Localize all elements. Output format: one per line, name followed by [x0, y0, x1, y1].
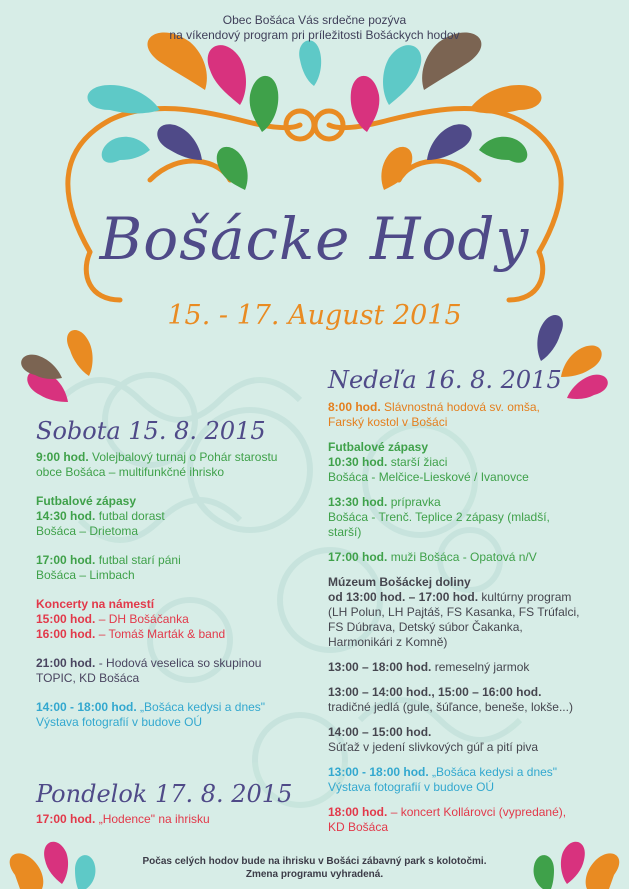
event-text: - Hodová veselica so skupinou	[95, 656, 262, 670]
event-time: 9:00 hod.	[36, 450, 89, 464]
footer-note	[0, 855, 629, 881]
event-text: prípravka	[387, 495, 441, 509]
saturday-heading: Sobota 15. 8. 2015	[36, 417, 266, 445]
sunday-exhibition	[328, 765, 618, 795]
monday-program	[36, 812, 316, 827]
event-text: Výstava fotografií v budove OÚ	[36, 715, 203, 729]
saturday-exhibition	[36, 700, 316, 730]
event-text: Farský kostol v Bošáci	[328, 415, 448, 429]
section-title: Múzeum Bošáckej doliny	[328, 575, 471, 589]
saturday-volleyball	[36, 450, 316, 480]
sunday-football-2	[328, 495, 618, 540]
event-text: obce Bošáca – multifunkčné ihrisko	[36, 465, 225, 479]
event-text: kultúrny program	[478, 590, 572, 604]
event-text: „Hodence" na ihrisku	[95, 812, 210, 826]
sunday-football-1	[328, 440, 618, 485]
section-title: Koncerty na námestí	[36, 597, 155, 611]
invitation-line-2: na víkendový program pri príležitosti Bošáckych hodov	[169, 28, 460, 42]
event-text: Bošáca – Drietoma	[36, 524, 139, 538]
event-time: 8:00 hod.	[328, 400, 381, 414]
event-text: – koncert Kollárovci (vypredané),	[387, 805, 567, 819]
saturday-football-2	[36, 553, 316, 583]
saturday-football-1	[36, 494, 316, 539]
event-time: 14:30 hod.	[36, 509, 96, 523]
saturday-program	[36, 450, 316, 744]
sunday-market	[328, 660, 618, 675]
event-time: 14:00 – 15:00 hod.	[328, 725, 432, 739]
event-text: Bošáca - Trenč. Teplice 2 zápasy (mladší,	[328, 510, 550, 524]
event-time: 17:00 hod.	[36, 553, 96, 567]
event-text: (LH Polun, LH Pajtáš, FS Kasanka, FS Trúfalci,	[328, 605, 580, 619]
event-time: 13:00 - 18:00 hod.	[328, 765, 429, 779]
event-time: 17:00 hod.	[36, 812, 96, 826]
sunday-program	[328, 400, 618, 845]
event-text: remeselný jarmok	[431, 660, 530, 674]
event-time: od 13:00 hod. – 17:00 hod.	[328, 590, 479, 604]
event-text: „Bošáca kedysi a dnes"	[428, 765, 558, 779]
invitation-line-1: Obec Bošáca Vás srdečne pozýva	[222, 13, 407, 27]
footer-line-1: Počas celých hodov bude na ihrisku v Bošáci zábavný park s kolotočmi.	[142, 856, 487, 867]
saturday-concerts	[36, 597, 316, 642]
sunday-heading: Nedeľa 16. 8. 2015	[328, 366, 562, 394]
event-time: 18:00 hod.	[328, 805, 388, 819]
event-text: starší žiaci	[387, 455, 448, 469]
event-time: 16:00 hod.	[36, 627, 96, 641]
event-text: Výstava fotografií v budove OÚ	[328, 780, 495, 794]
event-time: 17:00 hod.	[328, 550, 388, 564]
event-text: – DH Bošáčanka	[95, 612, 189, 626]
event-text: Volejbalový turnaj o Pohár starostu	[88, 450, 278, 464]
event-text: FS Dúbrava, Detský súbor Čakanka,	[328, 620, 523, 634]
event-text: Bošáca – Limbach	[36, 568, 135, 582]
event-text: starší)	[328, 525, 362, 539]
section-title: Futbalové zápasy	[328, 440, 429, 454]
event-time: 15:00 hod.	[36, 612, 96, 626]
event-time: 13:30 hod.	[328, 495, 388, 509]
event-dates: 15. - 17. August 2015	[167, 300, 462, 331]
monday-heading: Pondelok 17. 8. 2015	[36, 780, 293, 808]
event-time: 14:00 - 18:00 hod.	[36, 700, 137, 714]
event-text: TOPIC, KD Bošáca	[36, 671, 140, 685]
sunday-contest	[328, 725, 618, 755]
event-time: 13:00 – 18:00 hod.	[328, 660, 432, 674]
event-time: 10:30 hod.	[328, 455, 388, 469]
event-text: tradičné jedlá (gule, šúľance, beneše, lokše...)	[328, 700, 573, 714]
event-time: 13:00 – 14:00 hod., 15:00 – 16:00 hod.	[328, 685, 542, 699]
event-text: Súťaž v jedení slivkových gúľ a pití piva	[328, 740, 539, 754]
event-text: KD Bošáca	[328, 820, 389, 834]
event-text: Slávnostná hodová sv. omša,	[380, 400, 540, 414]
footer-line-2: Zmena programu vyhradená.	[245, 869, 384, 880]
event-text: muži Bošáca - Opatová n/V	[387, 550, 537, 564]
saturday-dance	[36, 656, 316, 686]
sunday-football-3	[328, 550, 618, 565]
event-text: Harmonikári z Komně)	[328, 635, 448, 649]
event-text: Bošáca - Melčice-Lieskové / Ivanovce	[328, 470, 529, 484]
section-title: Futbalové zápasy	[36, 494, 137, 508]
sunday-food	[328, 685, 618, 715]
sunday-concert	[328, 805, 618, 835]
event-text: futbal starí páni	[95, 553, 181, 567]
sunday-mass	[328, 400, 618, 430]
sunday-museum	[328, 575, 618, 650]
event-time: 21:00 hod.	[36, 656, 96, 670]
event-text: – Tomáš Marták & band	[95, 627, 226, 641]
main-title: Bošácke Hody	[99, 205, 530, 273]
event-text: futbal dorast	[95, 509, 165, 523]
event-text: „Bošáca kedysi a dnes"	[136, 700, 266, 714]
